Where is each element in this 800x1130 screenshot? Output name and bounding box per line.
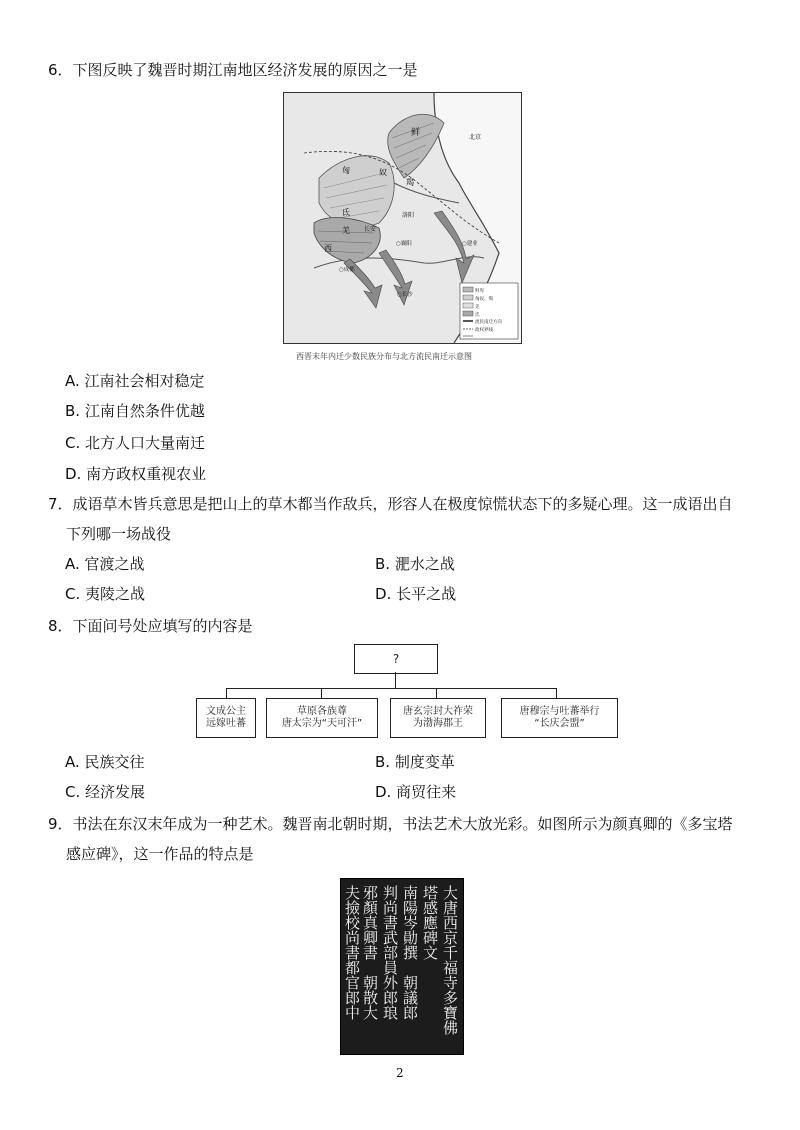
map-label-changsha: ○长沙 bbox=[397, 292, 413, 298]
map-caption: 西晋末年内迁少数民族分布与北方流民南迁示意图 bbox=[296, 352, 472, 361]
box-line: 唐太宗为“天可汗” bbox=[281, 718, 363, 729]
q8-option-d[interactable]: D. 商贸往来 bbox=[375, 783, 457, 801]
diagram-root-label: ? bbox=[392, 652, 400, 666]
q8-option-b[interactable]: B. 制度变革 bbox=[375, 753, 455, 771]
stele-column: 南陽岑勛撰 朝議郎 bbox=[401, 885, 419, 1020]
q9-stem-line1: 9．书法在东汉末年成为一种艺术。魏晋南北朝时期，书法艺术大放光彩。如图所示为颜真卿的《多宝塔 bbox=[48, 815, 733, 833]
diagram-box-4 bbox=[501, 698, 618, 738]
box-line: 远嫁吐蕃 bbox=[206, 718, 246, 729]
diagram-box-1 bbox=[196, 698, 256, 738]
map-label-qiang: 羌 bbox=[342, 226, 350, 235]
stele-column: 夫撿校尚書都官郎中 bbox=[343, 885, 361, 1020]
q7-stem-line2: 下列哪一场战役 bbox=[66, 525, 172, 543]
q6-option-c[interactable]: C. 北方人口大量南迁 bbox=[65, 434, 206, 452]
box-line: 文成公主 bbox=[206, 706, 246, 717]
stele-column: 塔感應碑文 bbox=[421, 885, 439, 960]
q6-option-b[interactable]: B. 江南自然条件优越 bbox=[65, 402, 205, 420]
q8-stem: 8．下面问号处应填写的内容是 bbox=[48, 617, 253, 635]
connector bbox=[436, 688, 437, 698]
stele-rubbing-image bbox=[340, 878, 464, 1055]
q8-option-c[interactable]: C. 经济发展 bbox=[65, 783, 146, 801]
legend-item: 羌 bbox=[475, 305, 480, 310]
q7-option-d[interactable]: D. 长平之战 bbox=[375, 585, 457, 603]
connector bbox=[226, 688, 556, 689]
page-number: 2 bbox=[396, 1066, 404, 1080]
diagram-box-3 bbox=[390, 698, 486, 738]
map-label-jianye: ○建业 bbox=[462, 241, 478, 247]
map-label-beijing: 北京 bbox=[469, 134, 482, 141]
box-line: 草原各族尊 bbox=[297, 706, 347, 717]
diagram-root-box bbox=[354, 644, 438, 674]
stele-column: 邪顏真卿書 朝散大 bbox=[361, 885, 379, 1020]
q9-stem-line2: 感应碑》，这一作品的特点是 bbox=[66, 845, 254, 863]
q8-diagram bbox=[196, 644, 626, 740]
connector bbox=[556, 688, 557, 698]
q7-stem-line1: 7．成语草木皆兵意思是把山上的草木都当作敌兵，形容人在极度惊慌状态下的多疑心理。这一成语出自 bbox=[48, 495, 733, 513]
map-label-xiangyang: ○襄阳 bbox=[396, 241, 412, 247]
box-line: “长庆会盟” bbox=[534, 718, 585, 729]
q7-option-a[interactable]: A. 官渡之战 bbox=[65, 555, 145, 573]
diagram-box-2 bbox=[266, 698, 378, 738]
map-label-changan: 长安 bbox=[364, 226, 377, 233]
box-line: 唐玄宗封大祚荣 bbox=[403, 706, 473, 717]
map-drawing bbox=[284, 93, 521, 343]
legend-item: 流民南迁方向 bbox=[475, 320, 502, 325]
legend-item: 政权界线 bbox=[475, 328, 493, 333]
legend-item: 鲜卑 bbox=[475, 289, 484, 294]
q7-option-c[interactable]: C. 夷陵之战 bbox=[65, 585, 146, 603]
map-label-xi: 西 bbox=[324, 244, 332, 253]
box-line: 唐穆宗与吐蕃举行 bbox=[519, 706, 600, 717]
connector bbox=[226, 688, 227, 698]
map-label-chengdu: ○成都 bbox=[339, 267, 355, 273]
map-label-xiongnu: 匈 bbox=[342, 166, 350, 175]
map-label-jie: 羯 bbox=[406, 178, 414, 187]
map-label-nu: 奴 bbox=[379, 168, 387, 177]
map-label-luoyang: 洛阳 bbox=[402, 212, 415, 219]
connector bbox=[321, 688, 322, 698]
connector bbox=[395, 672, 396, 688]
q6-option-a[interactable]: A. 江南社会相对稳定 bbox=[65, 372, 205, 390]
box-line: 为渤海郡王 bbox=[413, 718, 463, 729]
legend-item: 氐 bbox=[475, 313, 480, 318]
q8-option-a[interactable]: A. 民族交往 bbox=[65, 753, 145, 771]
map-label-xian: 鲜 bbox=[411, 128, 421, 138]
q6-option-d[interactable]: D. 南方政权重视农业 bbox=[65, 465, 207, 483]
q7-option-b[interactable]: B. 淝水之战 bbox=[375, 555, 455, 573]
q6-stem: 6．下图反映了魏晋时期江南地区经济发展的原因之一是 bbox=[48, 61, 418, 79]
legend-item: 匈奴、羯 bbox=[475, 297, 493, 302]
map-label-di: 氐 bbox=[342, 208, 350, 217]
stele-column: 判尚書武部員外郎琅 bbox=[381, 885, 399, 1020]
map-figure bbox=[283, 92, 522, 344]
stele-column: 大唐西京千福寺多寶佛 bbox=[441, 885, 459, 1035]
